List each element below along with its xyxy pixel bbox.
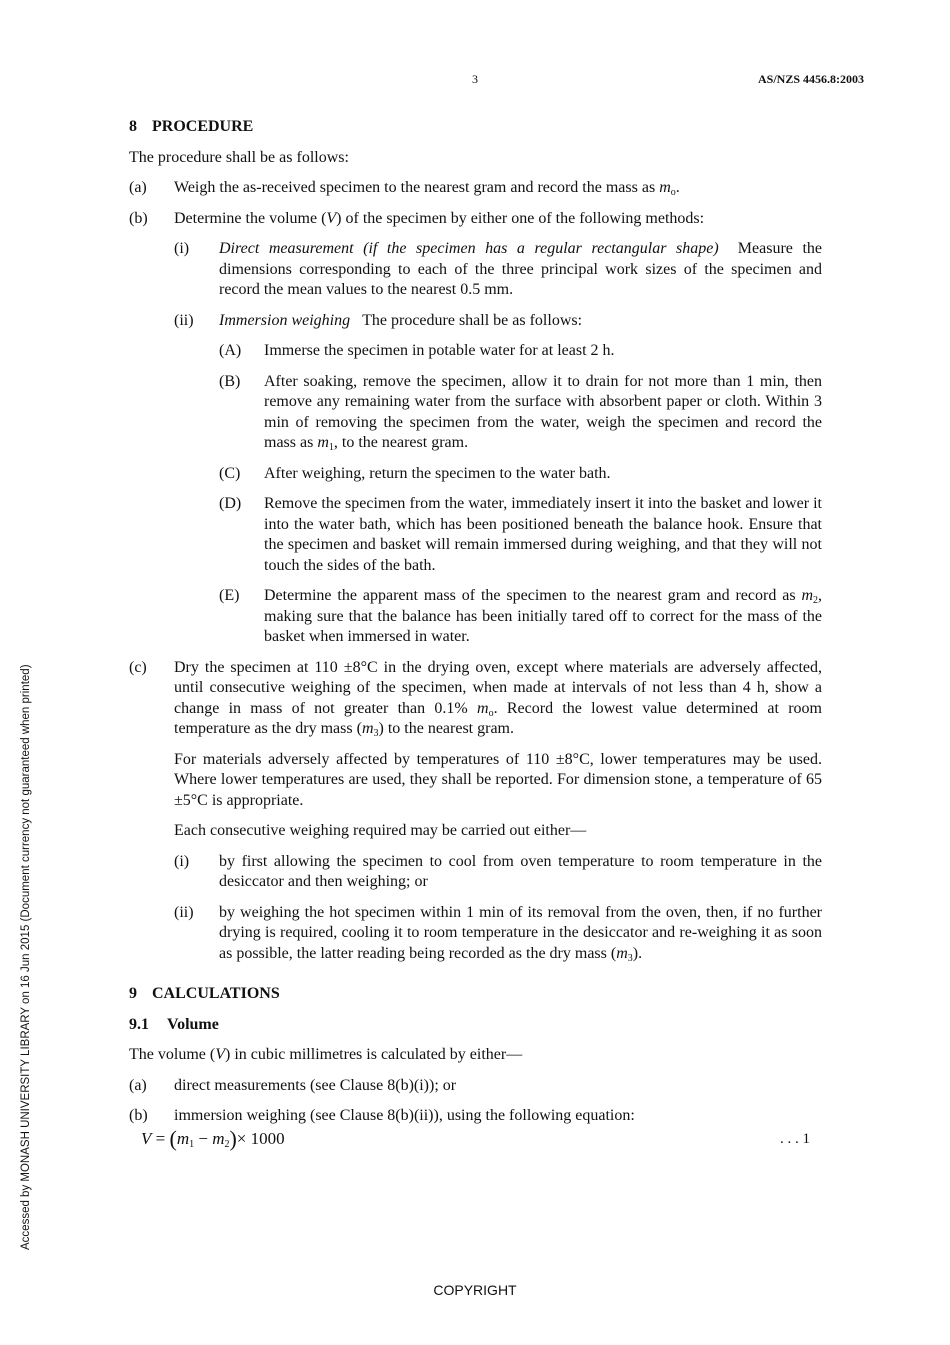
step-label: (c) [129, 658, 147, 676]
calc-b [129, 1106, 822, 1127]
substep-C [219, 464, 822, 485]
step-label: (b) [129, 209, 148, 227]
subsection-title: Volume [167, 1015, 219, 1033]
calc-text: direct measurements (see Clause 8(b)(i)); or [174, 1076, 457, 1094]
substep-text: After soaking, remove the specimen, allow it to drain for not more than 1 min, then remove any remaining water from the surface with absorbent paper or cloth. Within 3 min of removing the specimen from the water, weigh the specimen and record the mass as $m_1$, to the nearest gram. [264, 372, 822, 453]
method-text: Immersion weighing The procedure shall be as follows: [219, 311, 583, 329]
drying-note-2: Each consecutive weighing required may be carried out either— [174, 822, 587, 839]
section-number: 9 [129, 985, 137, 1002]
section-title: PROCEDURE [152, 118, 254, 135]
document-body [129, 117, 822, 1149]
substep-label: (D) [219, 495, 242, 512]
standard-code: AS/NZS 4456.8:2003 [757, 72, 864, 86]
calc-text: immersion weighing (see Clause 8(b)(ii)), using the following equation: [174, 1107, 635, 1124]
substep-label: (C) [219, 464, 241, 482]
subsection-number: 9.1 [129, 1015, 149, 1033]
step-text: Weigh the as-received specimen to the nearest gram and record the mass as $m_o$. [174, 179, 680, 198]
substep-label: (B) [219, 372, 241, 390]
option-text: by first allowing the specimen to cool from oven temperature to room temperature in the desiccator and then weighing; or [219, 852, 822, 890]
method-label: (ii) [174, 311, 194, 329]
substep-label: (A) [219, 342, 242, 359]
substep-text: Determine the apparent mass of the specimen to the nearest gram and record as $m_2$, making sure that the balance has been initially tared off to correct for the mass of the basket when immersed in water. [264, 587, 822, 645]
section-number: 8 [129, 118, 137, 135]
side-access-note: Accessed by MONASH UNIVERSITY LIBRARY on 16 Jun 2015 (Document currency not guaranteed when printed) [20, 664, 32, 1250]
equation-number: . . . 1 [780, 1130, 810, 1147]
step-a [129, 178, 822, 199]
copyright-footer: COPYRIGHT [433, 1282, 517, 1298]
option-label: (i) [174, 852, 190, 870]
option-text: by weighing the hot specimen within 1 min of its removal from the oven, then, if no further drying is required, cooling it to room temperature in the desiccator and re-weighing it as soon as possible, the latter reading being recorded as the dry mass $(m_3)$. [219, 903, 822, 964]
page-number: 3 [472, 72, 478, 86]
method-i [174, 239, 822, 301]
section-9-heading [129, 984, 822, 1005]
calc-label: (a) [129, 1076, 147, 1094]
volume-intro: The volume (V) in cubic millimetres is calculated by either— [129, 1046, 523, 1063]
substep-text: After weighing, return the specimen to the water bath. [264, 464, 611, 482]
method-ii [174, 311, 822, 332]
substep-B [219, 372, 822, 454]
weighing-option-ii [174, 903, 822, 965]
substep-A [219, 341, 822, 362]
section-title: CALCULATIONS [152, 985, 280, 1002]
method-label: (i) [174, 240, 190, 257]
step-label: (a) [129, 179, 147, 196]
section-9-1-heading [129, 1015, 822, 1036]
substep-text: Immerse the specimen in potable water for at least 2 h. [264, 342, 615, 359]
section-8-heading [129, 117, 822, 138]
method-text: Direct measurement (if the specimen has a regular rectangular shape) Measure the dimensions corresponding to each of the three principal work sizes of the specimen and record the mean values to the nearest 0.5 mm. [219, 240, 822, 298]
step-c [129, 658, 822, 740]
step-b [129, 209, 822, 230]
calc-a [129, 1076, 822, 1097]
drying-note-1: For materials adversely affected by temperatures of 110 ±8°C, lower temperatures may be used. Where lower temperatures are used, they shall be reported. For dimension stone, a temperature of 65 ±5°C is appropriate. [174, 750, 822, 809]
substep-D [219, 494, 822, 576]
substep-label: (E) [219, 587, 240, 604]
substep-text: Remove the specimen from the water, immediately insert it into the basket and lower it into the water bath, which has been positioned beneath the balance hook. Ensure that the specimen and basket will remain immersed during weighing, and that they will not touch the sides of the bath. [264, 495, 822, 574]
calc-label: (b) [129, 1107, 148, 1124]
procedure-intro: The procedure shall be as follows: [129, 148, 349, 166]
step-text: Determine the volume (V) of the specimen by either one of the following methods: [174, 209, 705, 227]
volume-equation [141, 1125, 822, 1151]
option-label: (ii) [174, 903, 194, 921]
substep-E [219, 586, 822, 648]
step-text: Dry the specimen at 110 ±8°C in the drying oven, except where materials are adversely affected, until consecutive weighing of the specimen, when made at intervals of not less than 4 h, show a change in mass of not greater than 0.1% $m_o$. Record the lowest value determined at room temperature as the dry mass $(m_3)$ to the nearest gram. [174, 658, 822, 739]
weighing-option-i [174, 852, 822, 893]
equation-body: $V = (m_1 - m_2)\times 1000$ [141, 1125, 285, 1151]
